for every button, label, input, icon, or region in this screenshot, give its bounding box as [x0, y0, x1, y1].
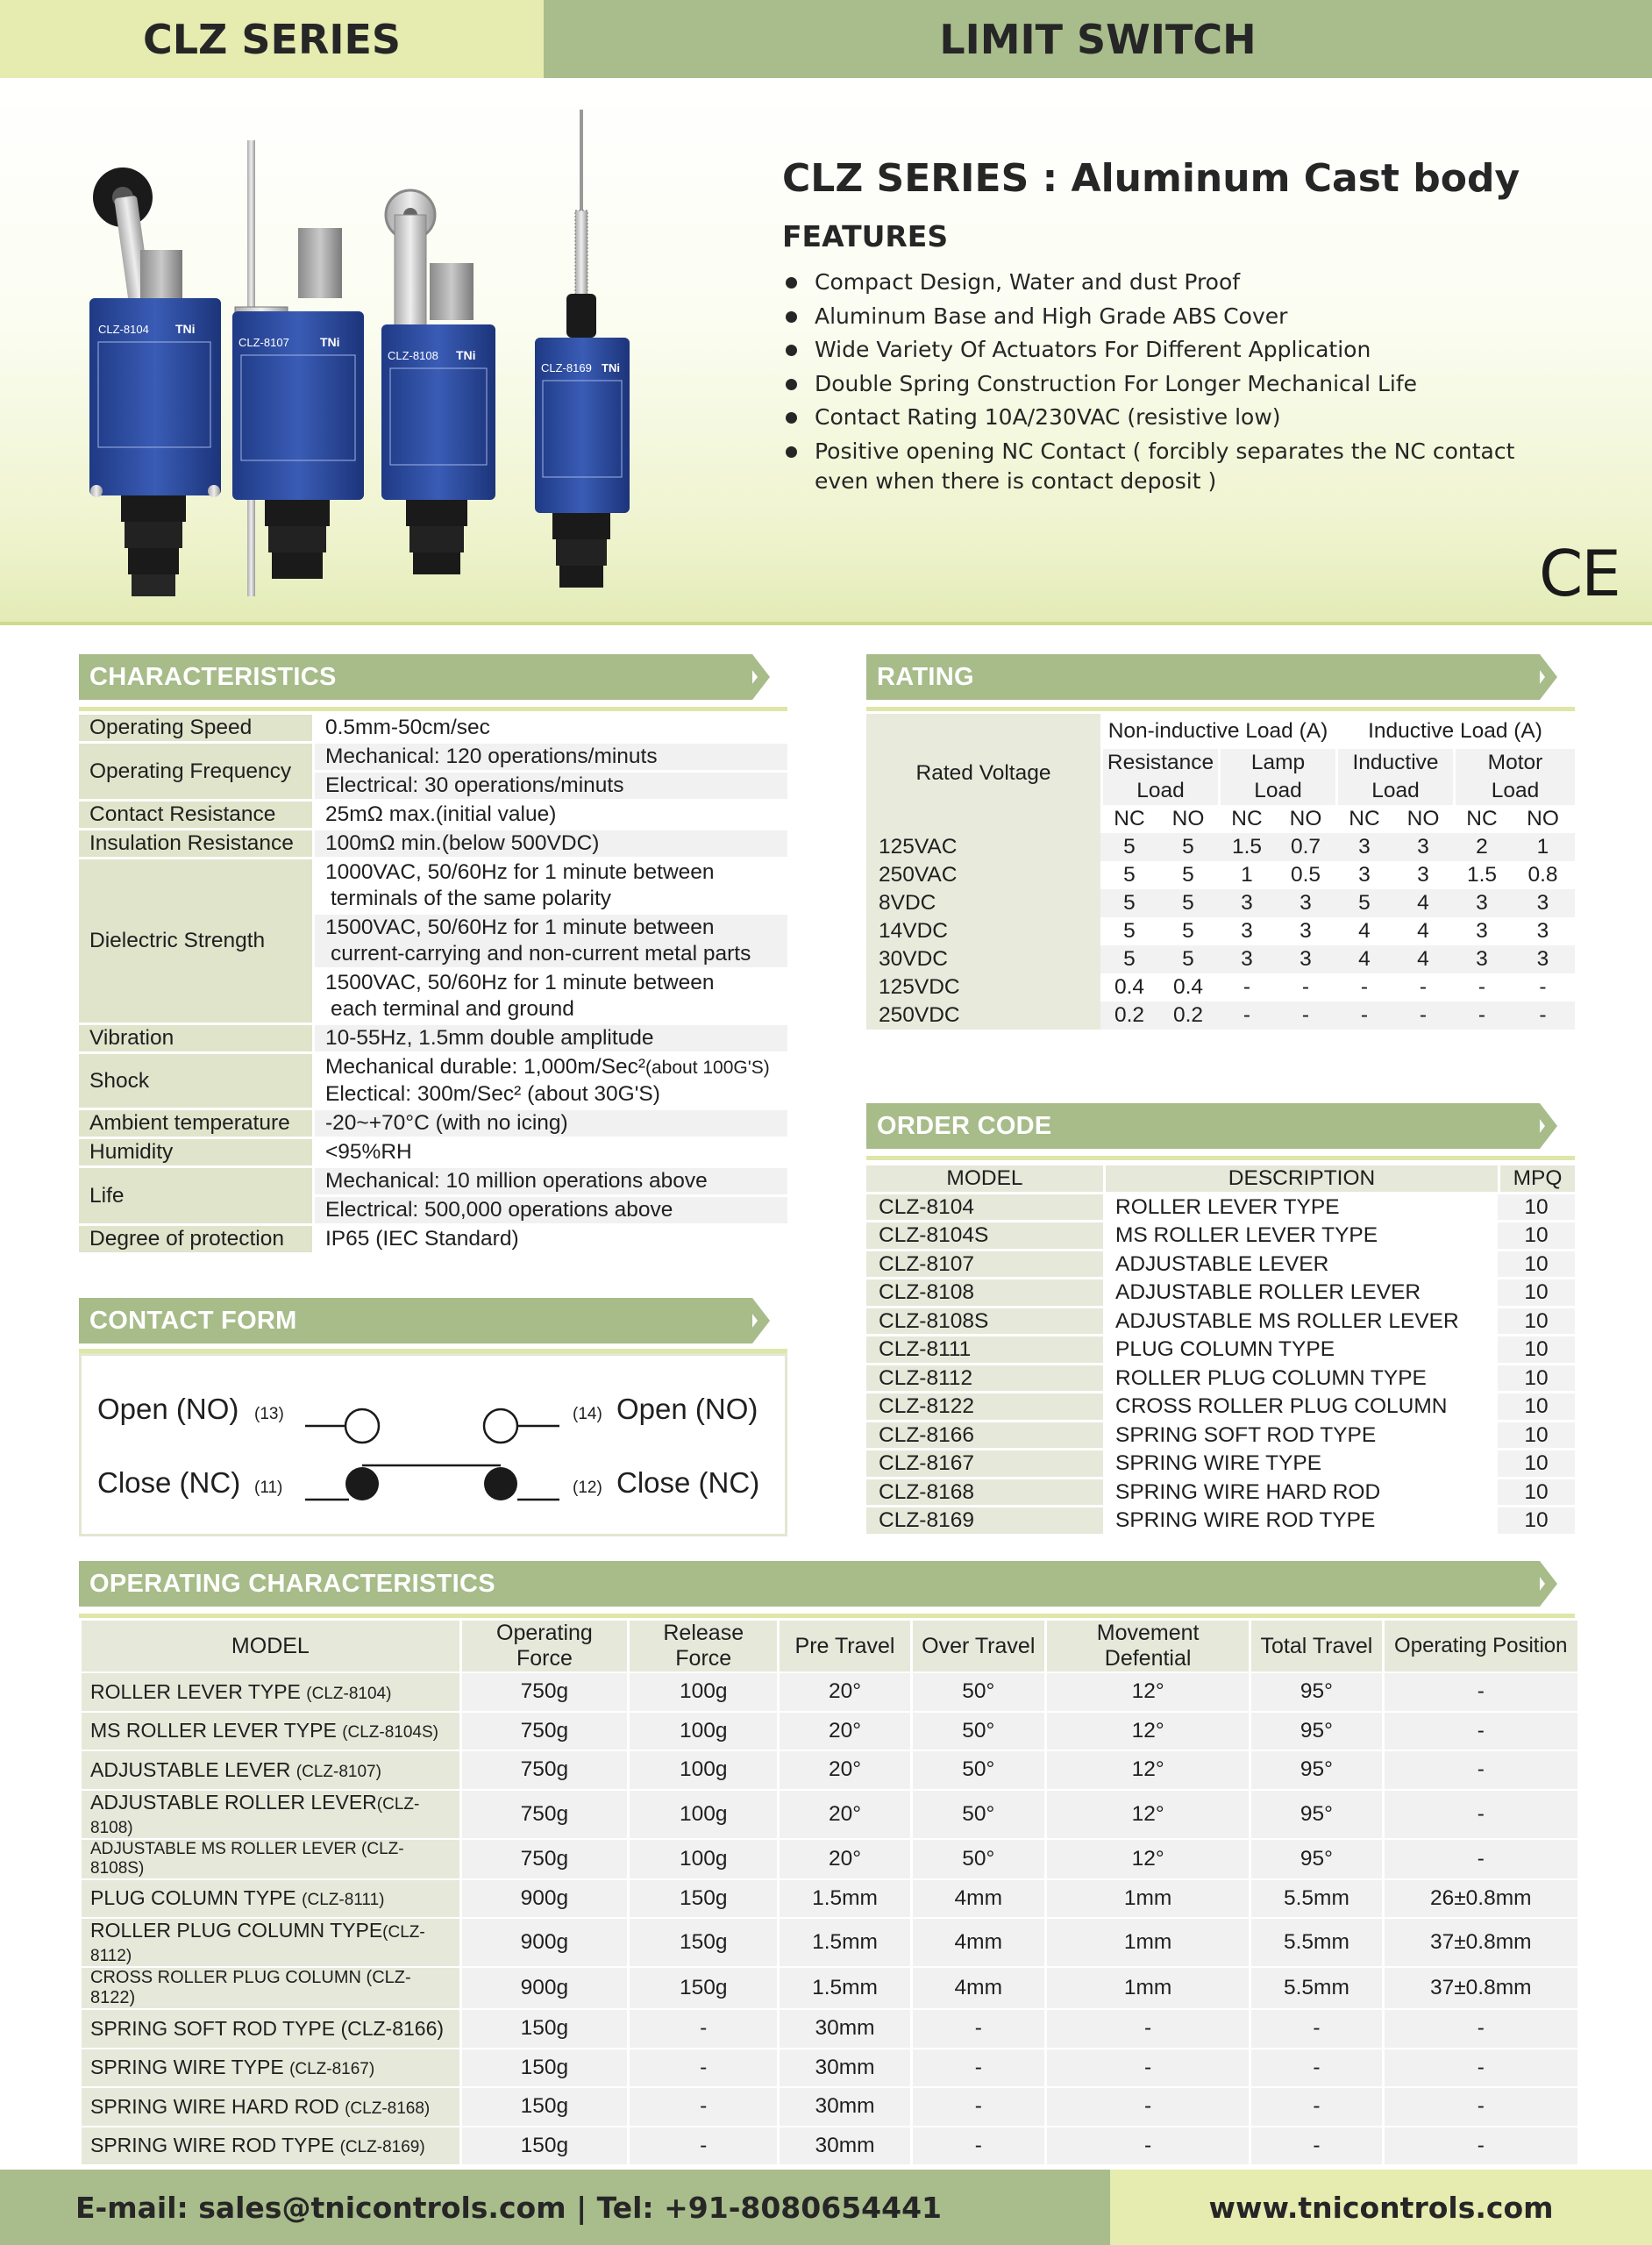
switch-adjustable-roller [381, 190, 495, 574]
table-row: CROSS ROLLER PLUG COLUMN (CLZ-8122) 900g 150g 1.5mm 4mm 1mm 5.5mm 37±0.8mm [82, 1968, 1577, 2008]
product-banner [544, 0, 1652, 78]
table-row: Electrical: 500,000 operations above [79, 1197, 787, 1223]
order-code-table [866, 1163, 1575, 1536]
table-row: Electrical: 30 operations/minuts [79, 773, 787, 799]
close-right-label: Close (NC) [616, 1466, 760, 1499]
table-row: Operating Speed 0.5mm-50cm/sec [79, 715, 787, 741]
footer-website [1110, 2170, 1652, 2245]
table-row: CLZ-8111 PLUG COLUMN TYPE 10 [866, 1336, 1575, 1363]
open-left-num: (13) [254, 1405, 284, 1423]
close-right-num: (12) [573, 1479, 602, 1497]
characteristics-rule [79, 707, 787, 711]
bullet-icon [786, 446, 797, 458]
brand-3: TNi [456, 348, 476, 362]
website-link[interactable]: www.tnicontrols.com [1208, 2190, 1554, 2225]
contact-diagram [79, 1353, 787, 1536]
table-row: Contact Resistance 25mΩ max.(initial value) [79, 802, 787, 828]
contact-schematic [82, 1356, 785, 1534]
table-row: Shock Mechanical durable: 1,000m/Sec²(about 100G'S) Electical: 300m/Sec² (about 30G'S) [79, 1054, 787, 1108]
table-row: CLZ-8169 SPRING WIRE ROD TYPE 10 [866, 1507, 1575, 1534]
chevron-arrows-icon [668, 654, 772, 700]
table-row: SPRING SOFT ROD TYPE (CLZ-8166) 150g - 30mm - - - - [82, 2010, 1577, 2048]
table-row: 125VDC 0.4 0.4 - - - - - - [866, 973, 1575, 1001]
table-row: 1500VAC, 50/60Hz for 1 minute between each terminal and ground [79, 970, 787, 1023]
rated-voltage-header: Rated Voltage [866, 714, 1100, 833]
bullet-icon [786, 277, 797, 289]
table-row: Humidity <95%RH [79, 1139, 787, 1165]
operating-table [79, 1619, 1580, 2166]
table-row: Operating Frequency Mechanical: 120 operations/minuts [79, 744, 787, 770]
table-row: CLZ-8112 ROLLER PLUG COLUMN TYPE 10 [866, 1365, 1575, 1392]
open-right-num: (14) [573, 1405, 602, 1423]
table-row: ADJUSTABLE MS ROLLER LEVER (CLZ-8108S) 750g 100g 20° 50° 12° 95° - [82, 1840, 1577, 1878]
table-row: CLZ-8107 ADJUSTABLE LEVER 10 [866, 1251, 1575, 1278]
operating-rule [79, 1614, 1575, 1618]
contact-form-header [79, 1298, 752, 1343]
table-row: Insulation Resistance 100mΩ min.(below 500VDC) [79, 830, 787, 857]
chevron-arrows-icon [1456, 1103, 1559, 1149]
label-8104: CLZ-8104 [98, 323, 149, 336]
chevron-arrows-icon [1456, 1561, 1559, 1607]
series-banner [0, 0, 544, 78]
table-row: CLZ-8122 CROSS ROLLER PLUG COLUMN 10 [866, 1393, 1575, 1420]
series-title: CLZ SERIES [142, 15, 402, 63]
feature-item: Aluminum Base and High Grade ABS Cover [782, 302, 1536, 332]
bullet-icon [786, 311, 797, 323]
feature-item: Double Spring Construction For Longer Mechanical Life [782, 369, 1536, 400]
features-title: FEATURES [782, 219, 949, 253]
feature-item: Wide Variety Of Actuators For Different Application [782, 335, 1536, 366]
table-row: CLZ-8108 ADJUSTABLE ROLLER LEVER 10 [866, 1279, 1575, 1306]
feature-item: Compact Design, Water and dust Proof [782, 267, 1536, 298]
table-row: 250VDC 0.2 0.2 - - - - - - [866, 1001, 1575, 1030]
table-row: ROLLER PLUG COLUMN TYPE(CLZ-8112) 900g 150g 1.5mm 4mm 1mm 5.5mm 37±0.8mm [82, 1919, 1577, 1966]
rating-rule [866, 707, 1575, 711]
table-row: MS ROLLER LEVER TYPE (CLZ-8104S) 750g 100g 20° 50° 12° 95° - [82, 1713, 1577, 1750]
table-row: SPRING WIRE HARD ROD (CLZ-8168) 150g - 30mm - - - - [82, 2088, 1577, 2126]
closed-contact-icon [345, 1467, 379, 1500]
table-row: ADJUSTABLE LEVER (CLZ-8107) 750g 100g 20° 50° 12° 95° - [82, 1751, 1577, 1789]
table-row: Resistance Lamp Inductive Motor [866, 749, 1575, 777]
rating-table [866, 714, 1575, 1030]
table-row: MODEL Operating Force Release Force Pre Travel Over Travel Movement Defential Total Travel Operating Position [82, 1621, 1577, 1671]
switch-roller-lever [89, 167, 221, 596]
product-photo [79, 105, 719, 614]
table-row: Load Load Load Load [866, 777, 1575, 805]
table-row: PLUG COLUMN TYPE (CLZ-8111) 900g 150g 1.5mm 4mm 1mm 5.5mm 26±0.8mm [82, 1880, 1577, 1918]
table-row: MODEL DESCRIPTION MPQ [866, 1165, 1575, 1192]
noninductive-header: Non-inductive Load (A) [1100, 714, 1335, 749]
table-row: 1500VAC, 50/60Hz for 1 minute between current-carrying and non-current metal parts [79, 915, 787, 967]
brand-2: TNi [320, 335, 340, 349]
order-code-rule [866, 1156, 1575, 1160]
table-row: SPRING WIRE ROD TYPE (CLZ-8169) 150g - 30mm - - - - [82, 2127, 1577, 2165]
order-code-title: ORDER CODE [877, 1112, 1052, 1140]
bullet-icon [786, 379, 797, 390]
bullet-icon [786, 345, 797, 356]
operating-header [79, 1561, 1540, 1607]
brand-4: TNi [602, 361, 620, 374]
order-code-header [866, 1103, 1540, 1149]
table-row: ROLLER LEVER TYPE (CLZ-8104) 750g 100g 20° 50° 12° 95° - [82, 1673, 1577, 1711]
table-row: Dielectric Strength 1000VAC, 50/60Hz for 1 minute between terminals of the same polarity [79, 859, 787, 912]
rating-title: RATING [877, 663, 974, 691]
open-contact-icon [484, 1409, 517, 1443]
label-8108: CLZ-8108 [388, 349, 438, 362]
table-row: Degree of protection IP65 (IEC Standard) [79, 1226, 787, 1252]
table-row: ADJUSTABLE ROLLER LEVER(CLZ-8108) 750g 100g 20° 50° 12° 95° - [82, 1791, 1577, 1838]
chevron-arrows-icon [1456, 654, 1559, 700]
ce-mark: CE [1539, 537, 1620, 610]
table-row: CLZ-8104 ROLLER LEVER TYPE 10 [866, 1194, 1575, 1221]
table-row [866, 714, 1575, 749]
table-row: 30VDC 5 5 3 3 4 4 3 3 [866, 945, 1575, 973]
label-8169: CLZ-8169 [541, 361, 592, 374]
contact-form-title: CONTACT FORM [89, 1307, 297, 1335]
switch-adjustable-lever [232, 140, 364, 596]
switch-spring-wire [535, 110, 630, 588]
table-row: 250VAC 5 5 1 0.5 3 3 1.5 0.8 [866, 861, 1575, 889]
table-row: CLZ-8167 SPRING WIRE TYPE 10 [866, 1450, 1575, 1477]
brand-1: TNi [175, 322, 196, 336]
characteristics-title: CHARACTERISTICS [89, 663, 337, 691]
table-row: CLZ-8166 SPRING SOFT ROD TYPE 10 [866, 1422, 1575, 1449]
open-contact-icon [345, 1409, 379, 1443]
table-row: SPRING WIRE TYPE (CLZ-8167) 150g - 30mm - - - - [82, 2049, 1577, 2087]
table-row: CLZ-8168 SPRING WIRE HARD ROD 10 [866, 1479, 1575, 1506]
closed-contact-icon [484, 1467, 517, 1500]
hero-headline: CLZ SERIES : Aluminum Cast body [782, 156, 1520, 201]
chevron-arrows-icon [668, 1298, 772, 1343]
inductive-header: Inductive Load (A) [1335, 714, 1575, 749]
table-row: Life Mechanical: 10 million operations above [79, 1168, 787, 1194]
bullet-icon [786, 412, 797, 424]
table-row: 125VAC 5 5 1.5 0.7 3 3 2 1 [866, 833, 1575, 861]
table-row: Vibration 10-55Hz, 1.5mm double amplitude [79, 1025, 787, 1051]
close-left-label: Close (NC) [97, 1466, 241, 1499]
top-banner [0, 0, 1652, 78]
close-left-num: (11) [254, 1479, 283, 1497]
label-8107: CLZ-8107 [239, 336, 289, 349]
open-left-label: Open (NO) [97, 1393, 239, 1425]
table-row: NC NO NC NO NC NO NC NO [866, 805, 1575, 833]
footer [0, 2170, 1652, 2245]
table-row: 14VDC 5 5 3 3 4 4 3 3 [866, 917, 1575, 945]
table-row: Ambient temperature -20~+70°C (with no icing) [79, 1110, 787, 1137]
feature-item: Contact Rating 10A/230VAC (resistive low) [782, 403, 1536, 433]
feature-item: Positive opening NC Contact ( forcibly separates the NC contact even when there is contact deposit ) [782, 437, 1536, 497]
characteristics-table [79, 712, 787, 1255]
product-title: LIMIT SWITCH [939, 15, 1257, 63]
operating-title: OPERATING CHARACTERISTICS [89, 1570, 495, 1598]
features-list [782, 267, 1536, 501]
table-row: CLZ-8108S ADJUSTABLE MS ROLLER LEVER 10 [866, 1308, 1575, 1335]
footer-contact [0, 2170, 1110, 2245]
contact-info[interactable]: E-mail: sales@tnicontrols.com | Tel: +91-8080654441 [75, 2190, 943, 2225]
table-row: 8VDC 5 5 3 3 5 4 3 3 [866, 889, 1575, 917]
hero-divider [0, 622, 1652, 625]
characteristics-header [79, 654, 752, 700]
open-right-label: Open (NO) [616, 1393, 758, 1425]
rating-header [866, 654, 1540, 700]
table-row: CLZ-8104S MS ROLLER LEVER TYPE 10 [866, 1222, 1575, 1249]
